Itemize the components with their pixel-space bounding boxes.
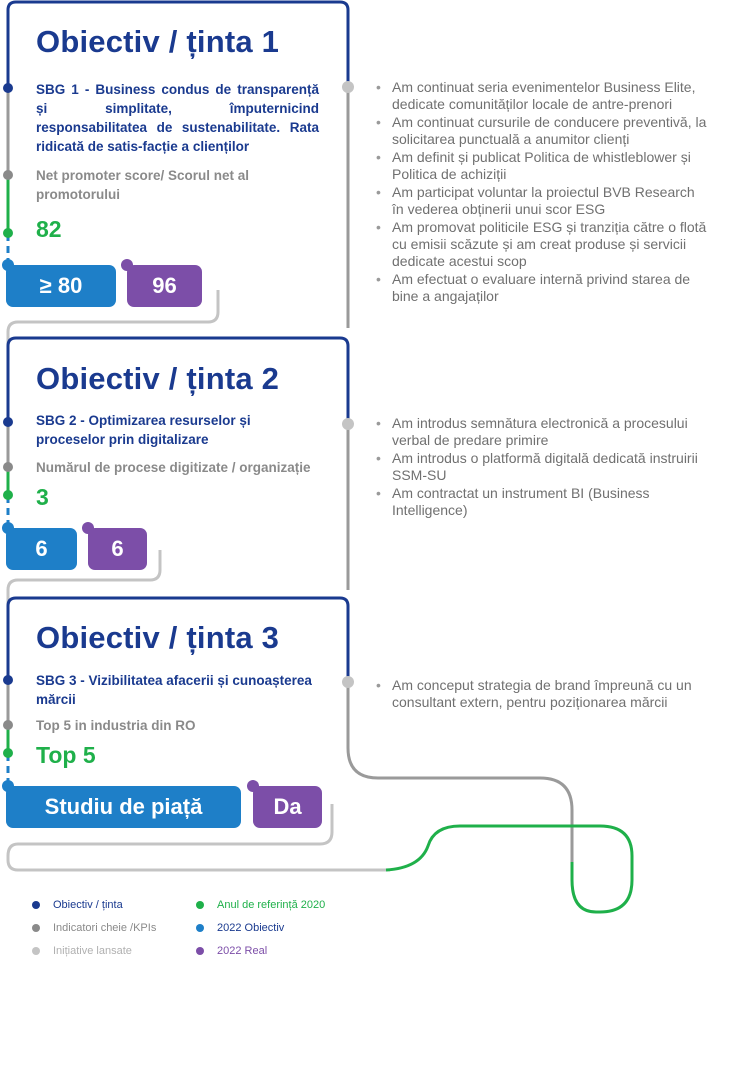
legend-label: Indicatori cheie /KPIs — [53, 922, 157, 934]
objective-2-target-2022: 6 — [6, 528, 77, 570]
legend-item-reference-year — [196, 899, 325, 911]
initiative-item: • Am contractat un instrument BI (Business Intelligence) — [374, 485, 710, 519]
legend-dot — [196, 947, 204, 955]
initiative-item: • Am promovat politicile ESG și tranziția către o flotă cu emisii scăzute și am creat produse și servicii dedicate acestui scop — [374, 219, 710, 270]
objective-3-reference-value: Top 5 — [36, 742, 96, 768]
objective-1-initiatives — [374, 79, 710, 306]
objective-1-title: Obiectiv / ținta 1 — [36, 24, 280, 59]
initiative-item: • Am continuat cursurile de conducere preventivă, la solicitarea punctuală a anumitor clienți — [374, 114, 710, 148]
legend-dot — [32, 901, 40, 909]
objective-1-actual-2022: 96 — [127, 265, 202, 307]
objective-2-initiatives — [374, 415, 710, 520]
legend-label: Obiectiv / ținta — [53, 899, 123, 911]
objective-3-target-2022: Studiu de piață — [6, 786, 241, 828]
objective-3-actual-2022: Da — [253, 786, 322, 828]
objective-2-actual-2022: 6 — [88, 528, 147, 570]
objective-2-kpi: Numărul de procese digitizate / organizație — [36, 460, 311, 475]
legend-label: Inițiative lansate — [53, 945, 132, 957]
legend-item-actual-2022 — [196, 945, 267, 957]
legend-dot — [196, 901, 204, 909]
legend-item-target-2022 — [196, 922, 284, 934]
objective-3-initiatives — [374, 677, 710, 712]
initiative-item: • Am efectuat o evaluare internă privind starea de bine a angajaților — [374, 271, 710, 305]
legend-label: 2022 Obiectiv — [217, 922, 285, 934]
legend-dot — [196, 924, 204, 932]
legend-item-initiatives — [32, 945, 132, 957]
objective-1-kpi: Net promoter score/ Scorul net al promotorului — [36, 168, 250, 202]
initiative-item: • Am introdus o platformă digitală dedicată instruirii SSM-SU — [374, 450, 710, 484]
initiative-item: • Am continuat seria evenimentelor Business Elite, dedicate comunităților locale de antre-prenori — [374, 79, 710, 113]
initiative-item: • Am definit și publicat Politica de whistleblower și Politica de achiziții — [374, 149, 710, 183]
legend-dot — [32, 924, 40, 932]
initiative-item: • Am participat voluntar la proiectul BVB Research în vederea obținerii unui scor ESG — [374, 184, 710, 218]
legend-label: Anul de referință 2020 — [217, 899, 326, 911]
objective-3-title: Obiectiv / ținta 3 — [36, 620, 280, 655]
objective-2-reference-value: 3 — [36, 484, 49, 510]
objective-2-title: Obiectiv / ținta 2 — [36, 361, 280, 396]
legend-item-kpis — [32, 922, 156, 934]
objective-2-sbg: SBG 2 - Optimizarea resurselor și proceselor prin digitalizare — [36, 413, 251, 447]
legend-label: 2022 Real — [217, 945, 268, 957]
initiative-item: • Am introdus semnătura electronică a procesului verbal de predare primire — [374, 415, 710, 449]
objective-1-reference-value: 82 — [36, 216, 62, 242]
objective-1-target-2022: ≥ 80 — [6, 265, 116, 307]
legend-dot — [32, 947, 40, 955]
objective-3-kpi: Top 5 in industria din RO — [36, 718, 196, 733]
objective-1-sbg: SBG 1 - Business condus de transparență și simplitate, împuternicind responsabilitatea de sustenabilitate. Rata ridicată de satis-facție a clienților — [36, 82, 319, 154]
initiative-item: • Am conceput strategia de brand împreună cu un consultant extern, pentru poziționarea mărcii — [374, 677, 710, 711]
objective-3-sbg: SBG 3 - Vizibilitatea afacerii și cunoașterea mărcii — [36, 673, 312, 707]
legend-item-objective — [32, 899, 123, 911]
